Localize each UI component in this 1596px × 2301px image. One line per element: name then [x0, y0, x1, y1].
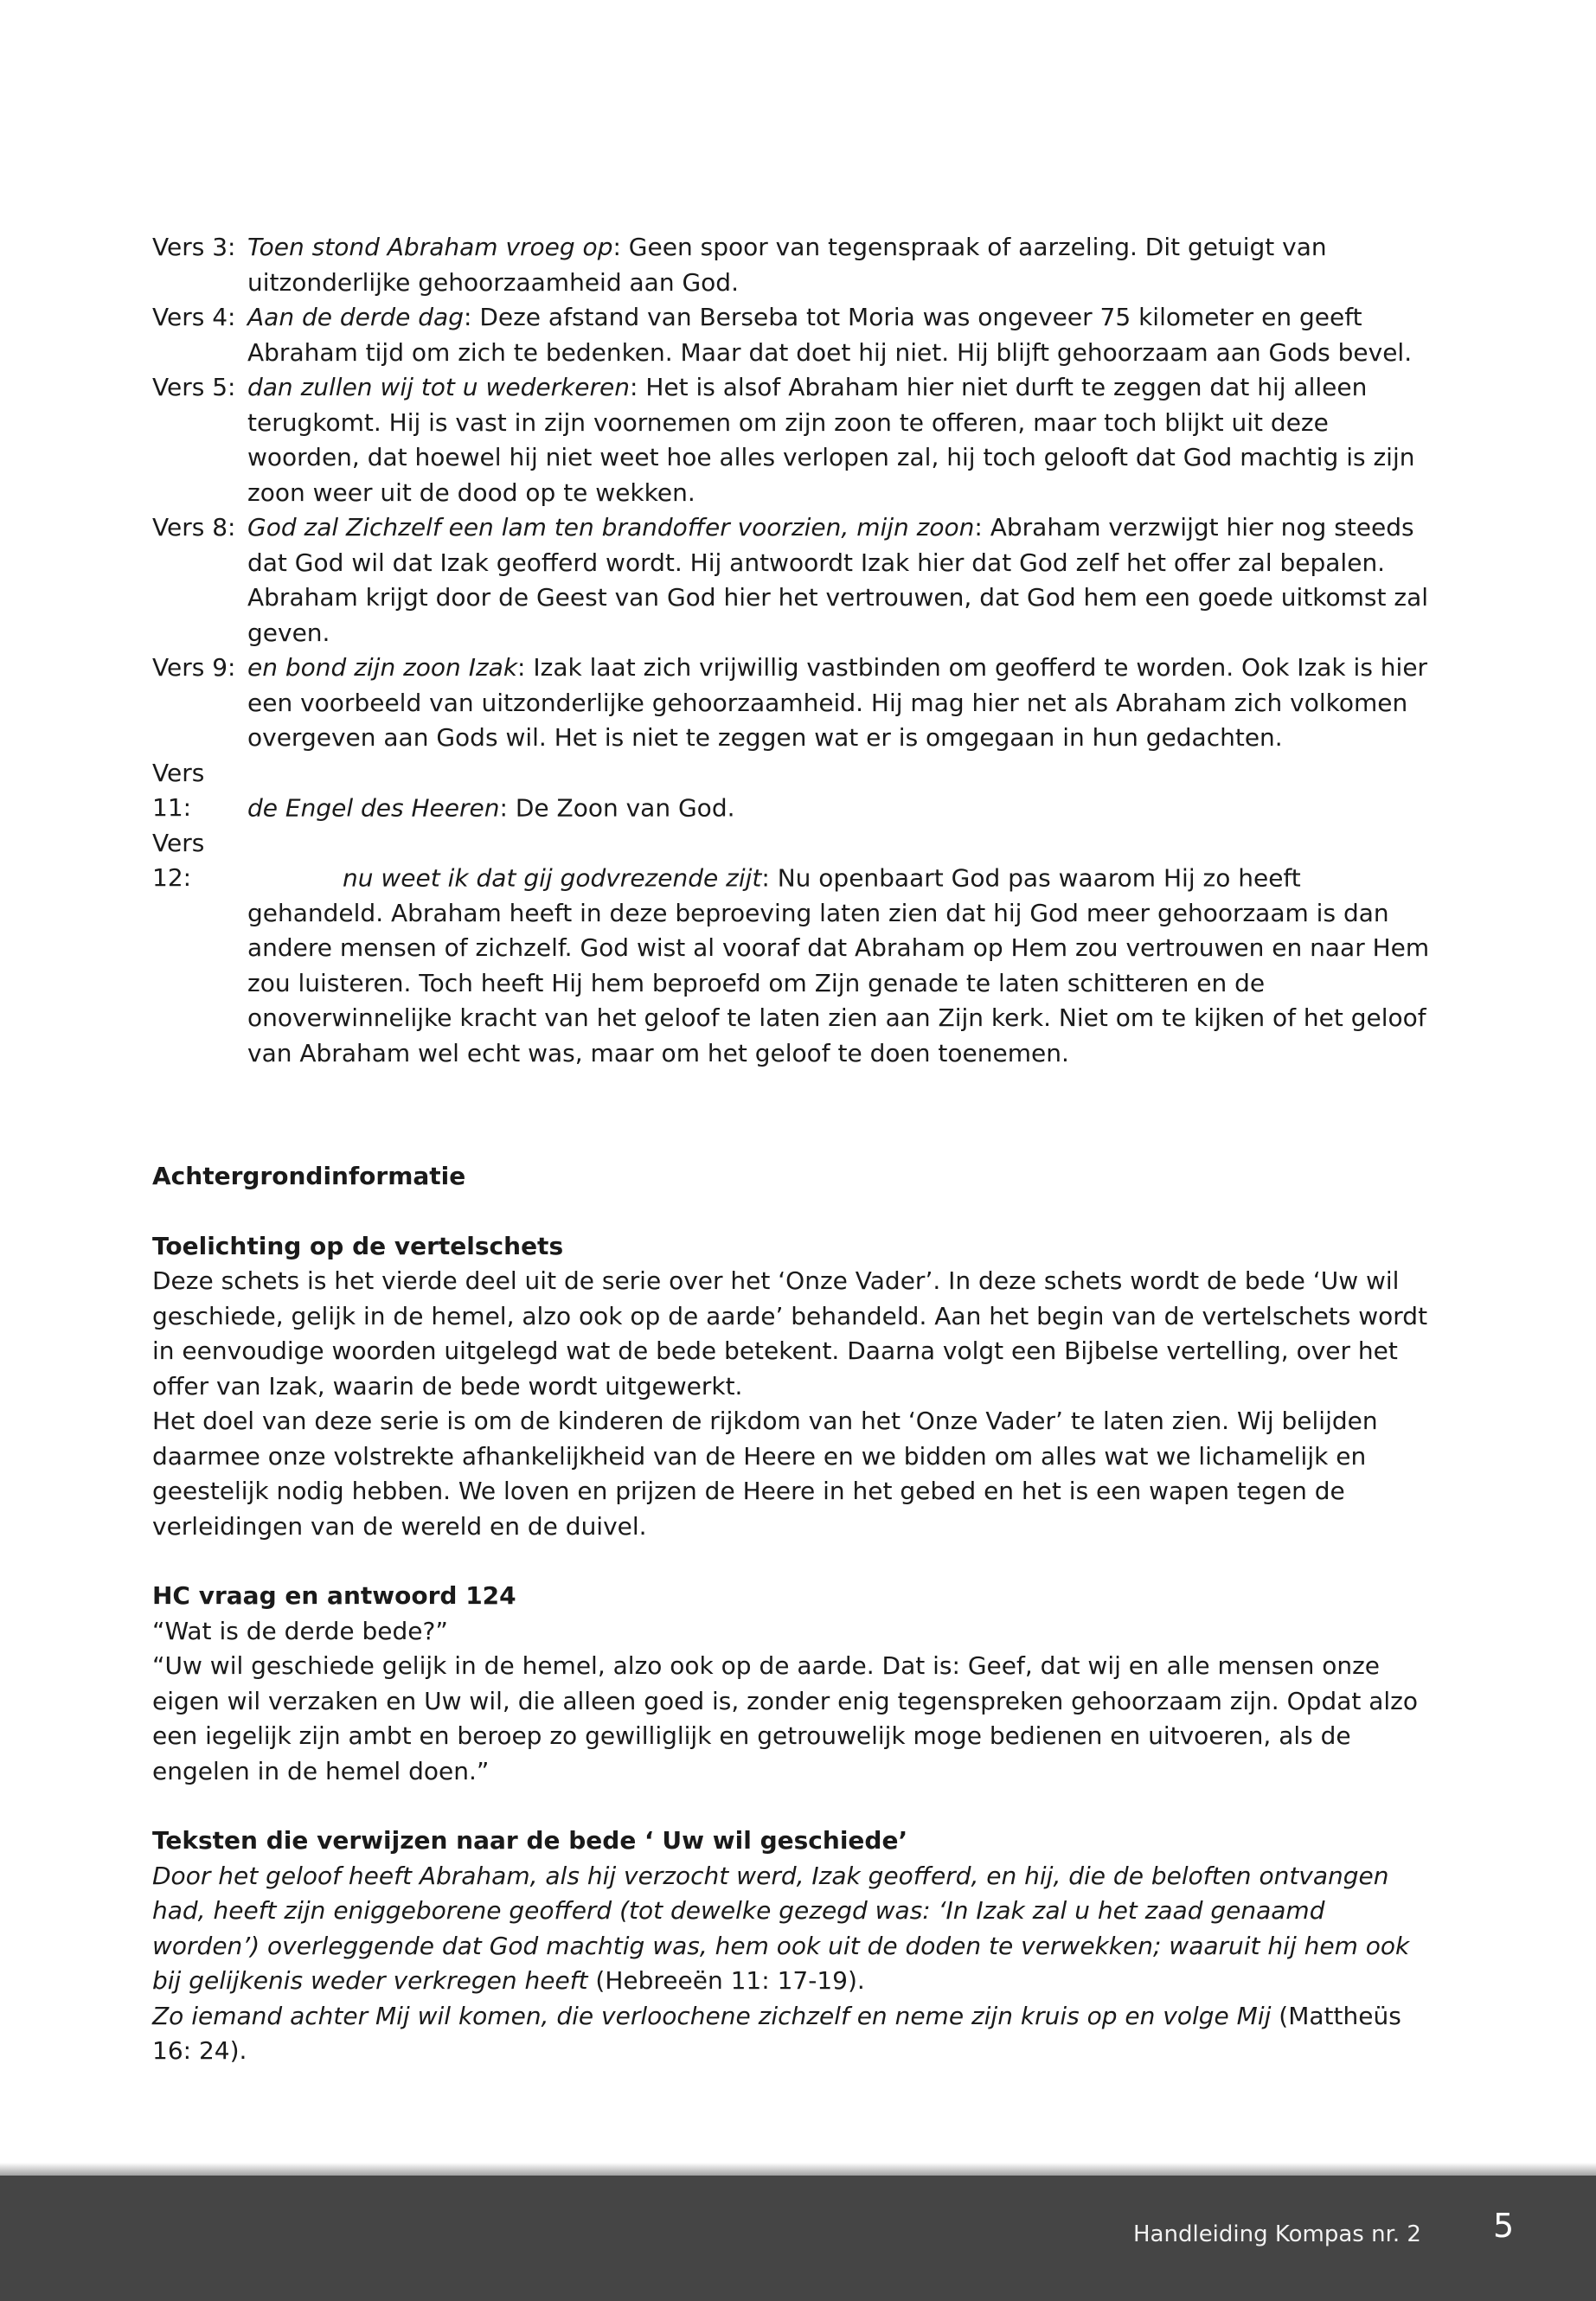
verse-text: : Nu openbaart God pas waarom Hij zo heeft gehandeld. Abraham heeft in deze beproeving laten zien dat hij God meer gehoorzaam is dan andere mensen of zichzelf. God wist al vooraf dat Abraham op Hem zou vertrouwen en naar Hem zou luisteren. Toch heeft Hij hem beproefd om Zijn genade te laten schitteren en de onoverwinnelijke kracht van het geloof te laten zien aan Zijn kerk. Niet om te kijken of het geloof van Abraham wel echt was, maar om het geloof te doen toenemen.: [247, 863, 1430, 1067]
verse-12: [152, 826, 1433, 1072]
verse-text: : Geen spoor van tegenspraak of aarzeling. Dit getuigt van uitzonderlijke gehoorzaamheid aan God.: [247, 233, 1327, 297]
texts-heading: Teksten die verwijzen naar de bede ‘ Uw wil geschiede’: [152, 1826, 908, 1855]
verse-ref: Vers 9:: [152, 653, 236, 682]
page-body: [152, 230, 1433, 2069]
verse-5: [152, 370, 1433, 510]
verse-quote: Toen stond Abraham vroeg op: [247, 233, 613, 261]
toelichting-paragraph-1: Deze schets is het vierde deel uit de serie over het ‘Onze Vader’. In deze schets wordt de bede ‘Uw wil geschiede, gelijk in de hemel, alzo ook op de aarde’ behandeld. Aan het begin van de vertelschets wordt in eenvoudige woorden uitgelegd wat de bede betekent. Daarna volgt een Bijbelse vertelling, over het offer van Izak, waarin de bede wordt uitgewerkt.: [152, 1266, 1428, 1400]
verse-quote: nu weet ik dat gij godvrezende zijt: [343, 863, 762, 892]
verse-4: [152, 300, 1433, 370]
toelichting-heading: Toelichting op de vertelschets: [152, 1231, 564, 1260]
verse-quote: God zal Zichzelf een lam ten brandoffer voorzien, mijn zoon: [247, 513, 975, 542]
verse-text: : Izak laat zich vrijwillig vastbinden om geofferd te worden. Ook Izak is hier een voorbeeld van uitzonderlijke gehoorzaamheid. Hij mag hier net als Abraham zich volkomen overgeven aan Gods wil. Het is niet te zeggen wat er is omgegaan in hun gedachten.: [247, 653, 1428, 752]
verse-quote: en bond zijn zoon Izak: [247, 653, 518, 682]
verse-ref: Vers 3:: [152, 233, 236, 261]
hc-heading: HC vraag en antwoord 124: [152, 1581, 516, 1610]
verse-ref: Vers 8:: [152, 513, 236, 542]
verse-quote: dan zullen wij tot u wederkeren: [247, 373, 631, 401]
verse-quote: Aan de derde dag: [247, 303, 464, 331]
verse-ref: Vers 4:: [152, 303, 236, 331]
verse-9: [152, 651, 1433, 756]
verse-ref: Vers 5:: [152, 373, 236, 401]
page-number: 5: [1493, 2207, 1515, 2245]
bible-text-1-quote: Door het geloof heeft Abraham, als hij verzocht werd, Izak geofferd, en hij, die de beloften ontvangen had, heeft zijn eniggeborene geofferd (tot dewelke gezegd was: ‘In Izak zal u het zaad genaamd worden’) overleggende dat God machtig was, hem ook uit de doden te verwekken; waaruit hij hem ook bij gelijkenis weder verkregen heeft: [152, 1861, 1410, 1995]
verse-quote: de Engel des Heeren: [247, 793, 500, 822]
background-heading: Achtergrondinformatie: [152, 1162, 466, 1190]
bible-text-1-ref: (Hebreeën 11: 17-19).: [587, 1966, 865, 1995]
verse-8: [152, 510, 1433, 651]
footer-title: Handleiding Kompas nr. 2: [1133, 2221, 1421, 2247]
toelichting-paragraph-2: Het doel van deze serie is om de kinderen de rijkdom van het ‘Onze Vader’ te laten zien. Wij belijden daarmee onze volstrekte afhankelijkheid van de Heere en we bidden om alles wat we lichamelijk en geestelijk nodig hebben. We loven en prijzen de Heere in het gebed en het is een wapen tegen de verleidingen van de wereld en de duivel.: [152, 1407, 1378, 1541]
verse-text: : Deze afstand van Berseba tot Moria was ongeveer 75 kilometer en geeft Abraham tijd om zich te bedenken. Maar dat doet hij niet. Hij blijft gehoorzaam aan Gods bevel.: [247, 303, 1413, 367]
verse-3: [152, 230, 1433, 300]
verse-ref: Vers 12:: [152, 828, 205, 892]
hc-question: “Wat is de derde bede?”: [152, 1616, 448, 1645]
bible-text-2: [152, 1999, 1433, 2069]
bible-text-1: [152, 1859, 1433, 1999]
bible-text-2-ref: (Mattheüs 16: 24).: [152, 2001, 1401, 2065]
verse-text: : Het is alsof Abraham hier niet durft te zeggen dat hij alleen terugkomt. Hij is vast in zijn voornemen om zijn zoon te offeren, maar toch blijkt uit deze woorden, dat hoewel hij niet weet hoe alles verlopen zal, hij toch gelooft dat God machtig is zijn zoon weer uit de dood op te wekken.: [247, 373, 1415, 507]
bible-text-2-quote: Zo iemand achter Mij wil komen, die verloochene zichzelf en neme zijn kruis op en volge Mij: [152, 2001, 1272, 2030]
verse-ref: Vers 11:: [152, 758, 205, 822]
verse-text: : Abraham verzwijgt hier nog steeds dat God wil dat Izak geofferd wordt. Hij antwoordt Izak hier dat God zelf het offer zal bepalen. Abraham krijgt door de Geest van God hier het vertrouwen, dat God hem een goede uitkomst zal geven.: [247, 513, 1429, 647]
hc-answer: “Uw wil geschiede gelijk in de hemel, alzo ook op de aarde. Dat is: Geef, dat wij en alle mensen onze eigen wil verzaken en Uw wil, die alleen goed is, zonder enig tegenspreken gehoorzaam zijn. Opdat alzo een iegelijk zijn ambt en beroep zo gewilliglijk en getrouwelijk moge bedienen en uitvoeren, als de engelen in de hemel doen.”: [152, 1651, 1418, 1785]
verse-11: [152, 756, 1433, 826]
verse-text: : De Zoon van God.: [499, 793, 735, 822]
